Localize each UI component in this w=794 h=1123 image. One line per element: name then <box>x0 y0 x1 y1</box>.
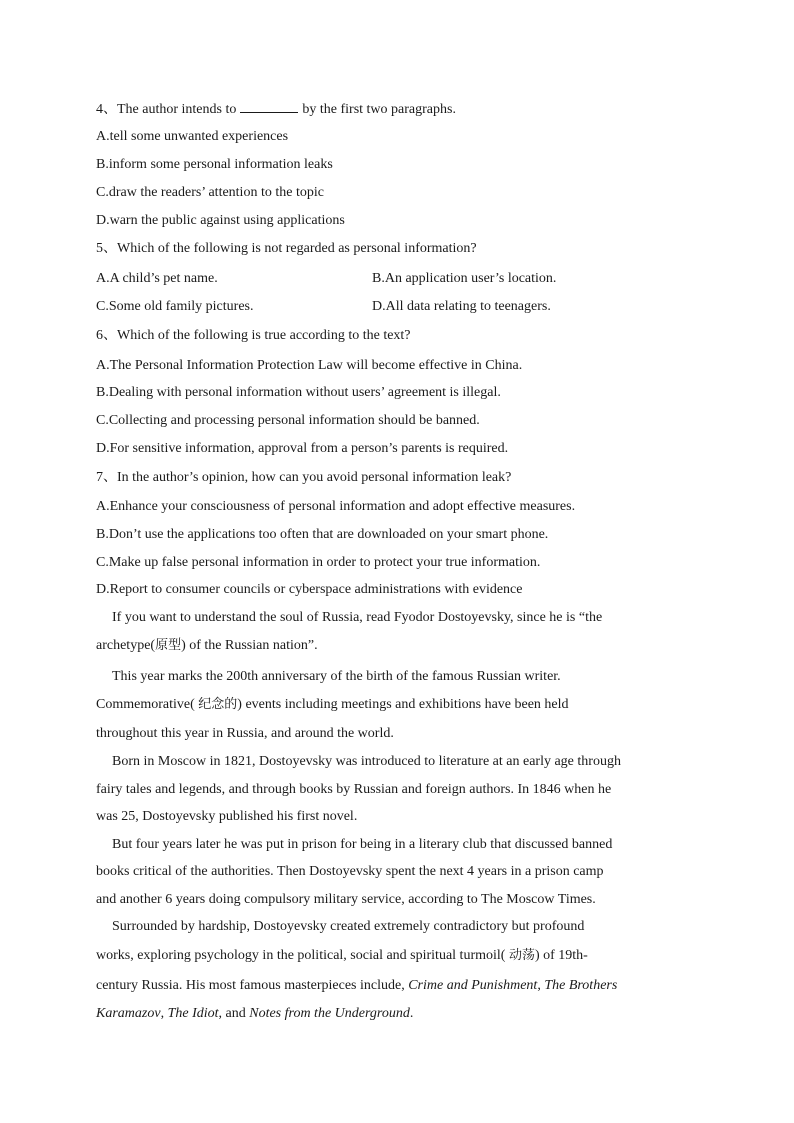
passage-paragraph-5-line-4 <box>96 1005 413 1023</box>
text-run: , and <box>218 1006 250 1021</box>
text-run: archetype( <box>96 638 156 653</box>
question-5-stem: 5、Which of the following is not regarded as personal information? <box>96 241 477 256</box>
passage-paragraph-5-line-3 <box>96 977 617 995</box>
question-7-option-d: D.Report to consumer councils or cyberspace administrations with evidence <box>96 582 523 597</box>
question-4-stem-before: 4、The author intends to <box>96 102 237 117</box>
passage-paragraph-3-line-3: was 25, Dostoyevsky published his first novel. <box>96 809 358 824</box>
chinese-gloss: 动荡 <box>508 948 535 963</box>
question-7-option-a: A.Enhance your consciousness of personal information and adopt effective measures. <box>96 499 576 514</box>
question-6-option-d: D.For sensitive information, approval from a person’s parents is required. <box>96 441 509 456</box>
text-run: ) of 19th- <box>534 948 588 963</box>
passage-paragraph-2-line-2 <box>96 696 569 714</box>
question-5-option-b: B.An application user’s location. <box>372 271 557 286</box>
text-run: ) of the Russian nation”. <box>181 638 318 653</box>
chinese-gloss: 原型 <box>155 638 182 653</box>
book-title: Notes from the Underground <box>249 1006 410 1021</box>
question-4-option-c: C.draw the readers’ attention to the topic <box>96 185 324 200</box>
question-6-option-a: A.The Personal Information Protection Law will become effective in China. <box>96 358 523 373</box>
text-run: . <box>409 1006 414 1021</box>
question-7-stem: 7、In the author’s opinion, how can you avoid personal information leak? <box>96 470 512 485</box>
question-6-option-b: B.Dealing with personal information without users’ agreement is illegal. <box>96 385 501 400</box>
passage-paragraph-4-line-3: and another 6 years doing compulsory military service, according to The Moscow Times. <box>96 892 596 907</box>
book-title: The Brothers <box>544 978 618 993</box>
passage-paragraph-2-line-3: throughout this year in Russia, and around the world. <box>96 726 394 741</box>
question-4-stem-after: by the first two paragraphs. <box>302 102 456 117</box>
question-4-option-d: D.warn the public against using applications <box>96 213 345 228</box>
passage-paragraph-4-line-1: But four years later he was put in prison for being in a literary club that discussed banned <box>112 837 613 852</box>
text-run: century Russia. His most famous masterpieces include, <box>96 978 409 993</box>
question-4-option-a: A.tell some unwanted experiences <box>96 129 289 144</box>
text-run: ) events including meetings and exhibitions have been held <box>237 697 569 712</box>
passage-paragraph-5-line-1: Surrounded by hardship, Dostoyevsky created extremely contradictory but profound <box>112 919 585 934</box>
text-run: , <box>160 1006 168 1021</box>
text-run: works, exploring psychology in the political, social and spiritual turmoil( <box>96 948 509 963</box>
passage-paragraph-4-line-2: books critical of the authorities. Then Dostoyevsky spent the next 4 years in a prison camp <box>96 864 604 879</box>
text-run: Commemorative( <box>96 697 199 712</box>
passage-paragraph-2-line-1: This year marks the 200th anniversary of the birth of the famous Russian writer. <box>112 669 561 684</box>
question-7-option-c: C.Make up false personal information in order to protect your true information. <box>96 555 541 570</box>
question-5-option-a: A.A child’s pet name. <box>96 271 218 286</box>
book-title: Crime and Punishment <box>408 978 538 993</box>
question-6-option-c: C.Collecting and processing personal information should be banned. <box>96 413 480 428</box>
book-title: Karamazov <box>96 1006 161 1021</box>
book-title: The Idiot <box>167 1006 219 1021</box>
question-5-option-d: D.All data relating to teenagers. <box>372 299 551 314</box>
passage-paragraph-1-line-1: If you want to understand the soul of Russia, read Fyodor Dostoyevsky, since he is “the <box>112 610 603 625</box>
chinese-gloss: 纪念的 <box>198 697 238 712</box>
text-run: , <box>537 978 545 993</box>
answer-blank <box>240 99 298 113</box>
question-5-option-c: C.Some old family pictures. <box>96 299 254 314</box>
question-7-option-b: B.Don’t use the applications too often that are downloaded on your smart phone. <box>96 527 549 542</box>
question-6-stem: 6、Which of the following is true according to the text? <box>96 328 411 343</box>
question-4-stem <box>96 99 456 119</box>
question-4-option-b: B.inform some personal information leaks <box>96 157 333 172</box>
passage-paragraph-1-line-2 <box>96 637 318 655</box>
passage-paragraph-3-line-1: Born in Moscow in 1821, Dostoyevsky was introduced to literature at an early age through <box>112 754 621 769</box>
passage-paragraph-5-line-2 <box>96 947 588 965</box>
passage-paragraph-3-line-2: fairy tales and legends, and through books by Russian and foreign authors. In 1846 when he <box>96 782 612 797</box>
